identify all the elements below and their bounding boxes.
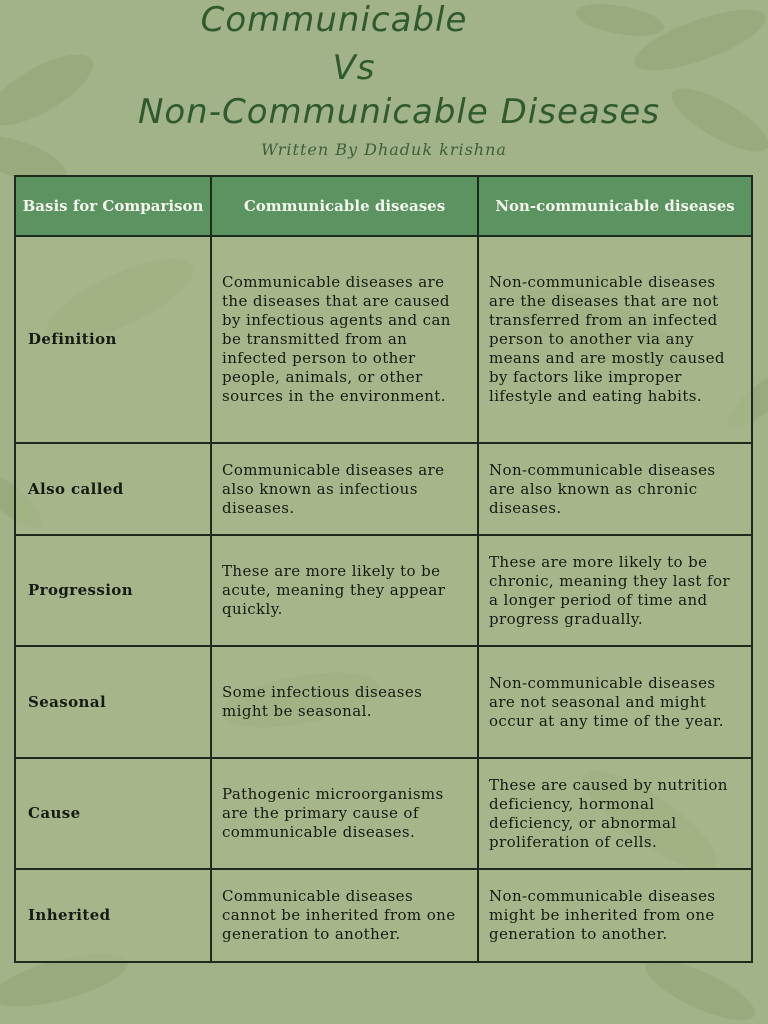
row-communicable: Some infectious diseases might be seasonal. <box>211 646 478 758</box>
row-non-communicable: These are caused by nutrition deficiency, hormonal deficiency, or abnormal proliferation of cells. <box>478 758 752 869</box>
row-communicable: Communicable diseases are the diseases that are caused by infectious agents and can be transmitted from an infected person to other people, animals, or other sources in the environment. <box>211 236 478 443</box>
row-basis: Progression <box>15 535 211 646</box>
title-line-1: Communicable <box>200 0 468 40</box>
row-basis: Inherited <box>15 869 211 962</box>
table-row <box>15 443 752 535</box>
row-communicable: Communicable diseases are also known as infectious diseases. <box>211 443 478 535</box>
table-row <box>15 535 752 646</box>
title-line-3: Non-Communicable Diseases <box>137 92 661 132</box>
row-non-communicable: Non-communicable diseases are not seasonal and might occur at any time of the year. <box>478 646 752 758</box>
row-basis: Seasonal <box>15 646 211 758</box>
comparison-table <box>14 175 753 963</box>
row-basis: Also called <box>15 443 211 535</box>
row-communicable: Communicable diseases cannot be inherited from one generation to another. <box>211 869 478 962</box>
row-communicable: Pathogenic microorganisms are the primary cause of communicable diseases. <box>211 758 478 869</box>
header-communicable: Communicable diseases <box>211 176 478 236</box>
table-header-row <box>15 176 752 236</box>
byline: Written By Dhaduk krishna <box>261 140 507 159</box>
row-non-communicable: Non-communicable diseases are the diseases that are not transferred from an infected person to another via any means and are mostly caused by factors like improper lifestyle and eating habits. <box>478 236 752 443</box>
row-non-communicable: These are more likely to be chronic, meaning they last for a longer period of time and progress gradually. <box>478 535 752 646</box>
row-non-communicable: Non-communicable diseases are also known as chronic diseases. <box>478 443 752 535</box>
header-non-communicable: Non-communicable diseases <box>478 176 752 236</box>
table-row <box>15 236 752 443</box>
header-basis: Basis for Comparison <box>15 176 211 236</box>
row-basis: Definition <box>15 236 211 443</box>
table-row <box>15 646 752 758</box>
title-line-2: Vs <box>332 48 376 88</box>
row-non-communicable: Non-communicable diseases might be inherited from one generation to another. <box>478 869 752 962</box>
table-row <box>15 758 752 869</box>
table-row <box>15 869 752 962</box>
row-communicable: These are more likely to be acute, meaning they appear quickly. <box>211 535 478 646</box>
row-basis: Cause <box>15 758 211 869</box>
